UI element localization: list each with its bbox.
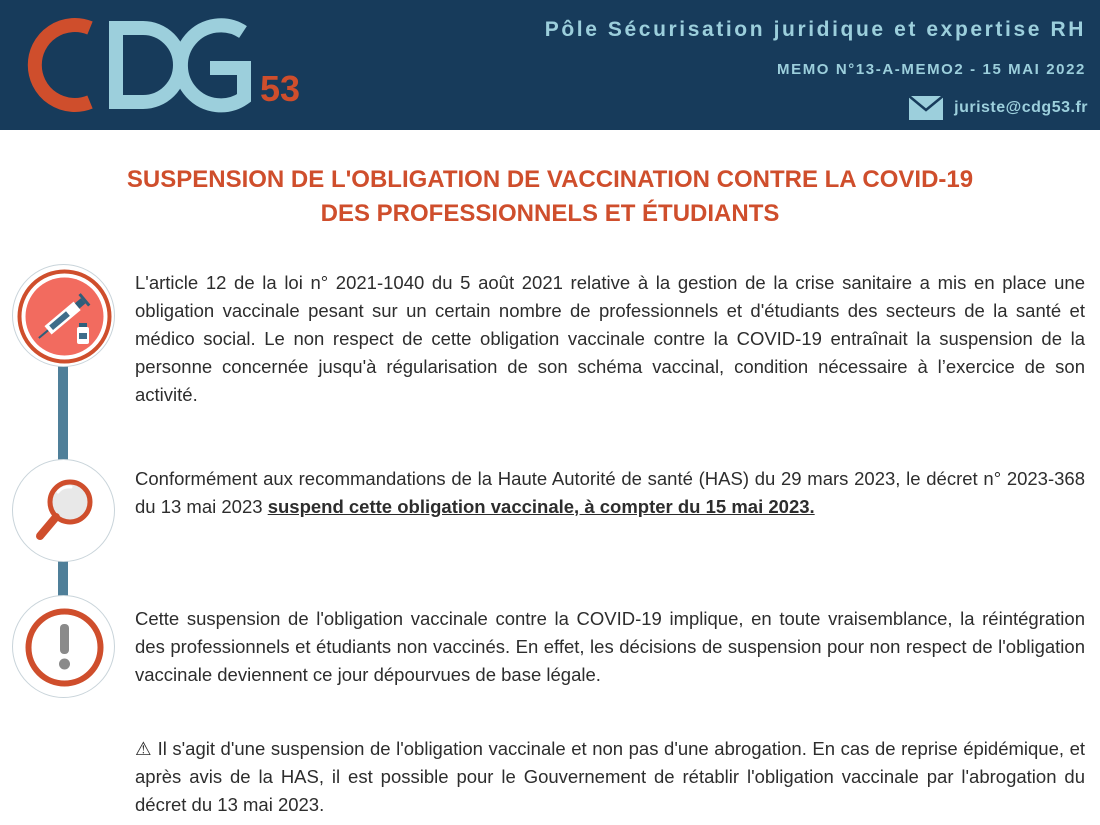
title-line-2: DES PROFESSIONNELS ET ÉTUDIANTS xyxy=(320,200,780,227)
vaccine-icon-badge xyxy=(12,264,115,367)
vaccine-syringe-icon xyxy=(13,265,116,368)
cdg53-logo xyxy=(18,10,318,120)
decree-text: Conformément aux recommandations de la Haute Autorité de santé (HAS) du 29 mars 2023, le décret n° 2023-368 du 13 mai 2023 xyxy=(135,468,1085,517)
title-line-1: SUSPENSION DE L'OBLIGATION DE VACCINATION CONTRE LA COVID-19 xyxy=(126,166,974,193)
paragraph-warning-note: ⚠ Il s'agit d'une suspension de l'obligation vaccinale et non pas d'une abrogation. En cas de reprise épidémique, et après avis de la HAS, il est possible pour le Gouvernement de rétablir l'obligation vaccinale par l'abrogation du décret du 13 mai 2023. xyxy=(135,738,1085,815)
logo-number: 53 xyxy=(260,68,301,109)
magnifier-icon-badge xyxy=(12,459,115,562)
memo-title xyxy=(0,163,1100,231)
email-address[interactable]: juriste@cdg53.fr xyxy=(954,99,1088,116)
paragraph-decree xyxy=(135,465,1085,521)
warning-icon-badge xyxy=(12,595,115,698)
paragraph-consequences: Cette suspension de l'obligation vaccinale contre la COVID-19 implique, en toute vraisemblance, la réintégration des professionnels et étudiants non vaccinés. En effet, les décisions de suspension pour non respect de l'obligation vaccinale deviennent ce jour dépourvues de base légale. xyxy=(135,608,1085,685)
magnifier-icon xyxy=(13,460,116,563)
envelope-icon xyxy=(908,95,944,121)
decree-emphasis: suspend cette obligation vaccinale, à compter du 15 mai 2023. xyxy=(267,496,815,517)
exclamation-icon xyxy=(13,596,116,699)
header-banner xyxy=(0,0,1100,130)
pole-title: Pôle Sécurisation juridique et expertise RH xyxy=(544,18,1086,41)
paragraph-legal-context: L'article 12 de la loi n° 2021-1040 du 5 août 2021 relative à la gestion de la crise sanitaire a mis en place une obligation vaccinale pesant sur un certain nombre de professionnels et d'étudiants des secteurs de la santé et médico social. Le non respect de cette obligation vaccinale contre la COVID-19 entraînait la suspension de la personne concernée jusqu'à régularisation de son schéma vaccinal, condition nécessaire à l’exercice de son activité. xyxy=(135,272,1085,405)
memo-reference: MEMO N°13-A-MEMO2 - 15 MAI 2022 xyxy=(777,61,1086,78)
email-contact[interactable] xyxy=(908,94,1088,122)
